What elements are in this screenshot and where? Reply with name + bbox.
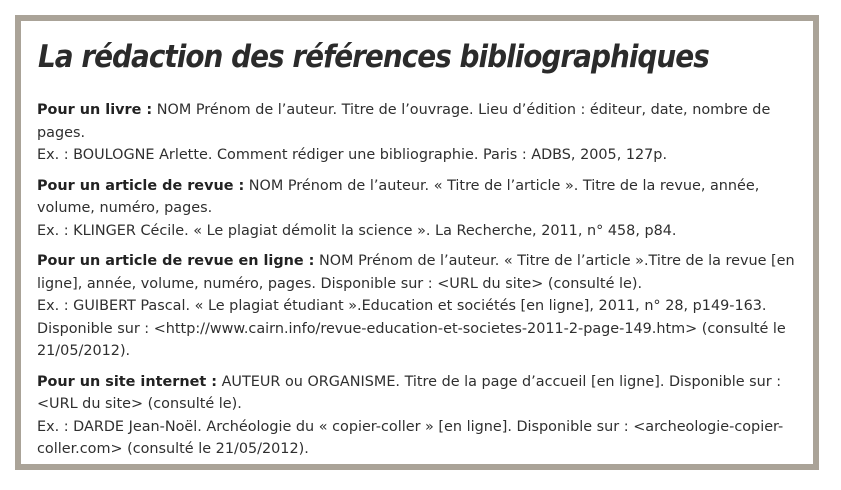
entry-example: Ex. : GUIBERT Pascal. « Le plagiat étudiant ».Education et sociétés [en ligne], 2011, n° 28, p149-163. — [37, 298, 767, 314]
reference-list — [37, 99, 799, 469]
entry-site-internet — [37, 371, 799, 461]
entry-line — [37, 371, 799, 394]
entry-example-continued: 21/05/2012). — [37, 343, 131, 359]
reference-guide-panel — [15, 15, 819, 470]
entry-label: Pour un article de revue en ligne : — [37, 253, 315, 269]
entry-format-continued: volume, numéro, pages. — [37, 200, 213, 216]
entry-label: Pour un article de revue : — [37, 177, 245, 194]
page-title: La rédaction des références bibliographiques — [38, 39, 709, 75]
entry-format: AUTEUR ou ORGANISME. Titre de la page d’accueil [en ligne]. Disponible sur : — [221, 373, 782, 390]
entry-example-continued: Disponible sur : <http://www.cairn.info/revue-education-et-societes-2011-2-page-149.htm> (consulté le — [37, 320, 786, 337]
entry-label: Pour un site internet : — [37, 373, 217, 390]
entry-article-en-ligne — [37, 250, 799, 363]
entry-example: Ex. : BOULOGNE Arlette. Comment rédiger une bibliographie. Paris : ADBS, 2005, 127p. — [37, 147, 668, 163]
entry-format: NOM Prénom de l’auteur. « Titre de l’article ». Titre de la revue, année, — [248, 177, 760, 194]
entry-article-revue — [37, 175, 799, 243]
entry-line — [37, 175, 799, 198]
entry-format-continued: ligne], année, volume, numéro, pages. Disponible sur : <URL du site> (consulté le). — [37, 275, 643, 292]
entry-example: Ex. : DARDE Jean-Noël. Archéologie du « copier-coller » [en ligne]. Disponible sur : <archeologie-copier- — [37, 418, 784, 435]
entry-example: Ex. : KLINGER Cécile. « Le plagiat démolit la science ». La Recherche, 2011, n° 458, p84. — [37, 222, 677, 239]
entry-format-continued: <URL du site> (consulté le). — [37, 396, 242, 412]
entry-example-continued: coller.com> (consulté le 21/05/2012). — [37, 441, 309, 457]
entry-livre — [37, 99, 799, 167]
entry-line — [37, 99, 799, 122]
entry-format: NOM Prénom de l’auteur. Titre de l’ouvrage. Lieu d’édition : éditeur, date, nombre de — [156, 102, 771, 118]
entry-format: NOM Prénom de l’auteur. « Titre de l’article ».Titre de la revue [en — [319, 253, 795, 269]
entry-line — [37, 250, 799, 273]
entry-label: Pour un livre : — [37, 102, 153, 118]
entry-format-continued: pages. — [37, 124, 86, 141]
